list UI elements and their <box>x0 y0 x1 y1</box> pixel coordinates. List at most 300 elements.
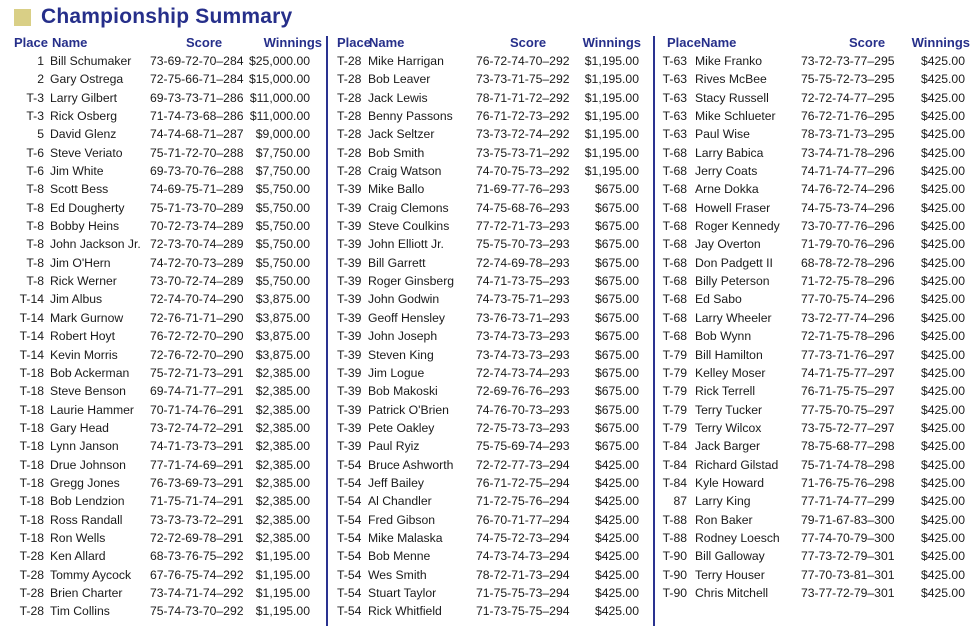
winnings-cell: $1,195.00 <box>584 90 639 105</box>
place-cell: T-88 <box>662 512 687 527</box>
winnings-cell: $425.00 <box>920 237 965 252</box>
score-cell: 69-73-73-71–286 <box>150 90 244 105</box>
score-cell: 73-74-73-73–293 <box>476 329 570 344</box>
winnings-cell: $675.00 <box>594 347 639 362</box>
score-cell: 68-73-76-75–292 <box>150 549 244 564</box>
winnings-cell: $425.00 <box>920 127 965 142</box>
place-cell: T-39 <box>337 219 362 234</box>
table-row <box>331 199 647 217</box>
score-cell: 73-76-73-71–293 <box>476 310 570 325</box>
player-name: John Godwin <box>368 292 440 307</box>
winnings-cell: $425.00 <box>920 182 965 197</box>
title-marker-icon <box>14 9 31 26</box>
table-row <box>10 89 322 107</box>
table-row <box>659 309 973 327</box>
place-cell: T-90 <box>662 567 687 582</box>
table-row <box>659 382 973 400</box>
place-cell: T-8 <box>26 255 44 270</box>
table-row <box>331 52 647 70</box>
player-name: Mike Schlueter <box>695 109 776 124</box>
place-cell: T-54 <box>337 494 362 509</box>
score-cell: 73-72-74-72–291 <box>150 420 244 435</box>
table-row <box>659 199 973 217</box>
winnings-cell: $675.00 <box>594 402 639 417</box>
place-cell: T-18 <box>19 402 44 417</box>
winnings-cell: $425.00 <box>594 585 639 600</box>
score-cell: 77-75-70-75–297 <box>801 402 895 417</box>
table-row <box>659 89 973 107</box>
table-row <box>10 492 322 510</box>
winnings-cell: $1,195.00 <box>584 127 639 142</box>
score-cell: 74-71-73-75–293 <box>476 274 570 289</box>
winnings-cell: $425.00 <box>594 512 639 527</box>
score-cell: 74-71-74-77–296 <box>801 164 895 179</box>
place-cell: T-79 <box>662 402 687 417</box>
table-row <box>659 217 973 235</box>
score-cell: 78-71-71-72–292 <box>476 90 570 105</box>
player-name: Bob Wynn <box>695 329 752 344</box>
player-name: Mark Gurnow <box>50 310 124 325</box>
winnings-cell: $675.00 <box>594 384 639 399</box>
score-cell: 71-74-73-68–286 <box>150 109 244 124</box>
player-name: Gary Ostrega <box>50 72 124 87</box>
table-row <box>331 180 647 198</box>
winnings-cell: $425.00 <box>594 567 639 582</box>
player-name: Kelley Moser <box>695 365 766 380</box>
player-name: Larry Gilbert <box>50 90 118 105</box>
winnings-cell: $425.00 <box>920 164 965 179</box>
player-name: Mike Malaska <box>368 530 443 545</box>
winnings-cell: $1,195.00 <box>255 549 310 564</box>
player-name: Ross Randall <box>50 512 123 527</box>
table-row <box>331 162 647 180</box>
table-row <box>331 309 647 327</box>
place-cell: T-14 <box>19 310 44 325</box>
table-row <box>10 107 322 125</box>
place-cell: 2 <box>37 72 44 87</box>
score-cell: 73-75-72-77–297 <box>801 420 895 435</box>
table-row <box>659 474 973 492</box>
player-name: David Glenz <box>50 127 117 142</box>
winnings-cell: $675.00 <box>594 237 639 252</box>
score-cell: 73-74-71-74–292 <box>150 585 244 600</box>
place-cell: T-63 <box>662 72 687 87</box>
player-name: Jack Seltzer <box>368 127 435 142</box>
score-cell: 73-72-73-77–295 <box>801 54 895 68</box>
table-row <box>331 474 647 492</box>
place-cell: T-63 <box>662 127 687 142</box>
header-place: Place <box>14 35 48 50</box>
score-cell: 76-72-71-76–295 <box>801 109 895 124</box>
place-cell: T-28 <box>337 109 362 124</box>
score-cell: 74-73-75-71–293 <box>476 292 570 307</box>
player-name: Bob Lendzion <box>50 494 125 509</box>
winnings-cell: $425.00 <box>594 475 639 490</box>
header-name: Name <box>701 35 737 50</box>
winnings-cell: $675.00 <box>594 182 639 197</box>
place-cell: T-8 <box>26 219 44 234</box>
player-name: Roger Ginsberg <box>368 274 455 289</box>
player-name: Bobby Heins <box>50 219 120 234</box>
column-divider-2 <box>653 36 655 626</box>
header-place: Place <box>667 35 701 50</box>
player-name: Terry Tucker <box>695 402 763 417</box>
table-row <box>331 254 647 272</box>
player-name: John Elliott Jr. <box>368 237 444 252</box>
place-cell: T-39 <box>337 439 362 454</box>
table-row <box>10 290 322 308</box>
place-cell: T-18 <box>19 365 44 380</box>
place-cell: T-54 <box>337 585 362 600</box>
place-cell: T-68 <box>662 310 687 325</box>
place-cell: T-28 <box>337 54 362 68</box>
player-name: Ed Dougherty <box>50 200 125 215</box>
place-cell: T-39 <box>337 420 362 435</box>
place-cell: T-79 <box>662 384 687 399</box>
place-cell: T-6 <box>26 145 44 160</box>
winnings-cell: $1,195.00 <box>584 145 639 160</box>
table-row <box>331 437 647 455</box>
score-cell: 74-76-72-74–296 <box>801 182 895 197</box>
winnings-cell: $425.00 <box>594 457 639 472</box>
player-name: Ron Wells <box>50 530 106 545</box>
place-cell: T-68 <box>662 182 687 197</box>
player-name: Mike Franko <box>695 54 763 68</box>
place-cell: T-39 <box>337 402 362 417</box>
table-row <box>10 199 322 217</box>
score-cell: 72-75-66-71–284 <box>150 72 244 87</box>
winnings-cell: $5,750.00 <box>255 274 310 289</box>
table-row <box>331 144 647 162</box>
place-cell: 87 <box>673 494 687 509</box>
score-cell: 76-72-74-70–292 <box>476 54 570 68</box>
place-cell: T-39 <box>337 200 362 215</box>
player-name: Bill Hamilton <box>695 347 763 362</box>
winnings-cell: $2,385.00 <box>255 494 310 509</box>
table-row <box>659 272 973 290</box>
score-cell: 72-72-69-78–291 <box>150 530 244 545</box>
table-row <box>659 254 973 272</box>
header-name: Name <box>52 35 88 50</box>
score-cell: 69-73-70-76–288 <box>150 164 244 179</box>
player-name: Rodney Loesch <box>695 530 780 545</box>
place-cell: T-39 <box>337 365 362 380</box>
player-name: Bob Makoski <box>368 384 438 399</box>
score-cell: 73-73-73-72–291 <box>150 512 244 527</box>
winnings-cell: $2,385.00 <box>255 420 310 435</box>
place-cell: T-63 <box>662 109 687 124</box>
score-cell: 75-74-73-70–292 <box>150 604 244 619</box>
place-cell: T-14 <box>19 329 44 344</box>
place-cell: T-88 <box>662 530 687 545</box>
score-cell: 67-76-75-74–292 <box>150 567 244 582</box>
table-row <box>331 602 647 620</box>
table-row <box>659 290 973 308</box>
table-row <box>659 419 973 437</box>
winnings-cell: $5,750.00 <box>255 237 310 252</box>
place-cell: T-28 <box>337 90 362 105</box>
score-cell: 68-78-72-78–296 <box>801 255 895 270</box>
place-cell: T-79 <box>662 347 687 362</box>
table-row <box>331 456 647 474</box>
player-name: Terry Wilcox <box>695 420 762 435</box>
score-cell: 72-74-70-74–290 <box>150 292 244 307</box>
header-winnings: Winnings <box>911 35 970 50</box>
table-row <box>331 529 647 547</box>
player-name: Rives McBee <box>695 72 767 87</box>
player-name: Geoff Hensley <box>368 310 446 325</box>
score-cell: 78-72-71-73–294 <box>476 567 570 582</box>
place-cell: T-39 <box>337 255 362 270</box>
score-cell: 73-73-71-75–292 <box>476 72 570 87</box>
winnings-cell: $2,385.00 <box>255 512 310 527</box>
table-row <box>331 346 647 364</box>
winnings-cell: $425.00 <box>920 90 965 105</box>
column-header <box>331 33 647 52</box>
table-row <box>10 52 322 70</box>
score-cell: 73-74-73-73–293 <box>476 347 570 362</box>
player-name: Billy Peterson <box>695 274 770 289</box>
score-cell: 74-71-75-77–297 <box>801 365 895 380</box>
player-name: Rick Werner <box>50 274 117 289</box>
player-name: Kyle Howard <box>695 475 765 490</box>
score-cell: 72-76-71-71–290 <box>150 310 244 325</box>
place-cell: T-6 <box>26 164 44 179</box>
place-cell: T-54 <box>337 567 362 582</box>
player-name: Jack Barger <box>695 439 761 454</box>
table-row <box>331 492 647 510</box>
header-score: Score <box>510 35 547 50</box>
player-name: Ron Baker <box>695 512 753 527</box>
player-name: Lynn Janson <box>50 439 119 454</box>
winnings-cell: $5,750.00 <box>255 219 310 234</box>
place-cell: T-8 <box>26 237 44 252</box>
winnings-cell: $425.00 <box>920 420 965 435</box>
winnings-cell: $25,000.00 <box>249 54 310 68</box>
place-cell: T-18 <box>19 530 44 545</box>
score-cell: 71-72-75-78–296 <box>801 274 895 289</box>
score-cell: 70-71-74-76–291 <box>150 402 244 417</box>
table-row <box>10 529 322 547</box>
score-cell: 77-71-74-69–291 <box>150 457 244 472</box>
place-cell: T-14 <box>19 292 44 307</box>
player-name: Bill Galloway <box>695 549 765 564</box>
winnings-cell: $1,195.00 <box>255 604 310 619</box>
player-name: Stuart Taylor <box>368 585 437 600</box>
table-row <box>659 52 973 70</box>
header-score: Score <box>849 35 886 50</box>
winnings-cell: $5,750.00 <box>255 182 310 197</box>
place-cell: T-39 <box>337 384 362 399</box>
score-cell: 71-72-75-76–294 <box>476 494 570 509</box>
player-name: Jerry Coats <box>695 164 758 179</box>
table-row <box>10 327 322 345</box>
player-name: Craig Watson <box>368 164 442 179</box>
header-score: Score <box>186 35 223 50</box>
winnings-cell: $425.00 <box>920 512 965 527</box>
table-row <box>10 401 322 419</box>
place-cell: T-84 <box>662 457 687 472</box>
score-cell: 74-69-75-71–289 <box>150 182 244 197</box>
place-cell: T-3 <box>26 90 44 105</box>
place-cell: T-39 <box>337 347 362 362</box>
score-cell: 77-71-74-77–299 <box>801 494 895 509</box>
player-name: Fred Gibson <box>368 512 436 527</box>
score-cell: 76-73-69-73–291 <box>150 475 244 490</box>
score-cell: 73-69-72-70–284 <box>150 54 244 68</box>
results-column-1 <box>10 33 322 621</box>
place-cell: T-18 <box>19 439 44 454</box>
winnings-cell: $675.00 <box>594 439 639 454</box>
place-cell: 1 <box>37 54 44 68</box>
winnings-cell: $11,000.00 <box>249 109 310 124</box>
score-cell: 74-75-72-73–294 <box>476 530 570 545</box>
score-cell: 71-79-70-76–296 <box>801 237 895 252</box>
table-row <box>659 327 973 345</box>
player-name: Pete Oakley <box>368 420 435 435</box>
winnings-cell: $2,385.00 <box>255 365 310 380</box>
table-row <box>10 217 322 235</box>
table-row <box>10 162 322 180</box>
player-name: Jim White <box>50 164 104 179</box>
player-name: Steve Coulkins <box>368 219 450 234</box>
score-cell: 73-74-71-78–296 <box>801 145 895 160</box>
score-cell: 70-72-73-74–289 <box>150 219 244 234</box>
winnings-cell: $425.00 <box>920 585 965 600</box>
table-row <box>331 419 647 437</box>
winnings-cell: $675.00 <box>594 200 639 215</box>
winnings-cell: $15,000.00 <box>249 72 310 87</box>
title-bar <box>14 4 292 30</box>
player-name: Jeff Bailey <box>368 475 425 490</box>
score-cell: 77-73-71-76–297 <box>801 347 895 362</box>
score-cell: 78-73-71-73–295 <box>801 127 895 142</box>
place-cell: T-79 <box>662 420 687 435</box>
table-row <box>659 125 973 143</box>
player-name: John Jackson Jr. <box>50 237 141 252</box>
score-cell: 72-76-72-70–290 <box>150 347 244 362</box>
winnings-cell: $3,875.00 <box>255 292 310 307</box>
winnings-cell: $2,385.00 <box>255 439 310 454</box>
table-row <box>659 511 973 529</box>
place-cell: T-28 <box>337 72 362 87</box>
score-cell: 71-73-75-75–294 <box>476 604 570 619</box>
winnings-cell: $425.00 <box>920 567 965 582</box>
place-cell: T-68 <box>662 164 687 179</box>
table-row <box>659 492 973 510</box>
table-row <box>659 235 973 253</box>
table-row <box>10 70 322 88</box>
table-row <box>659 547 973 565</box>
table-row <box>331 290 647 308</box>
score-cell: 74-75-73-74–296 <box>801 200 895 215</box>
winnings-cell: $675.00 <box>594 274 639 289</box>
winnings-cell: $675.00 <box>594 420 639 435</box>
player-name: Rick Osberg <box>50 109 118 124</box>
winnings-cell: $7,750.00 <box>255 145 310 160</box>
winnings-cell: $2,385.00 <box>255 384 310 399</box>
place-cell: T-90 <box>662 585 687 600</box>
column-divider-1 <box>326 36 328 626</box>
winnings-cell: $425.00 <box>920 494 965 509</box>
score-cell: 74-71-73-73–291 <box>150 439 244 454</box>
player-name: Brien Charter <box>50 585 123 600</box>
score-cell: 73-70-72-74–289 <box>150 274 244 289</box>
winnings-cell: $1,195.00 <box>584 164 639 179</box>
score-cell: 71-76-75-76–298 <box>801 475 895 490</box>
place-cell: T-39 <box>337 237 362 252</box>
table-row <box>331 327 647 345</box>
results-rows <box>331 52 647 621</box>
table-row <box>331 401 647 419</box>
table-row <box>10 511 322 529</box>
place-cell: T-18 <box>19 494 44 509</box>
score-cell: 71-69-77-76–293 <box>476 182 570 197</box>
table-row <box>659 584 973 602</box>
player-name: Roger Kennedy <box>695 219 780 234</box>
player-name: Wes Smith <box>368 567 427 582</box>
score-cell: 72-73-70-74–289 <box>150 237 244 252</box>
table-row <box>331 217 647 235</box>
winnings-cell: $5,750.00 <box>255 200 310 215</box>
score-cell: 75-71-73-70–289 <box>150 200 244 215</box>
player-name: Bob Menne <box>368 549 431 564</box>
winnings-cell: $1,195.00 <box>584 109 639 124</box>
place-cell: T-68 <box>662 237 687 252</box>
player-name: Larry Babica <box>695 145 764 160</box>
player-name: Tommy Aycock <box>50 567 132 582</box>
score-cell: 73-72-77-74–296 <box>801 310 895 325</box>
place-cell: T-18 <box>19 475 44 490</box>
table-row <box>10 566 322 584</box>
score-cell: 77-70-73-81–301 <box>801 567 895 582</box>
place-cell: T-18 <box>19 457 44 472</box>
player-name: Laurie Hammer <box>50 402 134 417</box>
winnings-cell: $2,385.00 <box>255 402 310 417</box>
table-row <box>659 364 973 382</box>
table-row <box>331 584 647 602</box>
winnings-cell: $11,000.00 <box>249 90 310 105</box>
results-rows <box>10 52 322 621</box>
place-cell: T-39 <box>337 182 362 197</box>
score-cell: 76-71-72-75–294 <box>476 475 570 490</box>
score-cell: 75-71-74-78–298 <box>801 457 895 472</box>
table-row <box>10 456 322 474</box>
score-cell: 74-70-75-73–292 <box>476 164 570 179</box>
player-name: Paul Wise <box>695 127 750 142</box>
page-title: Championship Summary <box>41 5 293 28</box>
winnings-cell: $425.00 <box>920 200 965 215</box>
winnings-cell: $425.00 <box>920 255 965 270</box>
winnings-cell: $425.00 <box>594 549 639 564</box>
winnings-cell: $425.00 <box>920 549 965 564</box>
score-cell: 79-71-67-83–300 <box>801 512 895 527</box>
winnings-cell: $675.00 <box>594 329 639 344</box>
table-row <box>331 235 647 253</box>
player-name: Don Padgett II <box>695 255 773 270</box>
winnings-cell: $425.00 <box>920 310 965 325</box>
winnings-cell: $425.00 <box>920 384 965 399</box>
score-cell: 75-72-71-73–291 <box>150 365 244 380</box>
player-name: Kevin Morris <box>50 347 118 362</box>
column-header <box>10 33 322 52</box>
place-cell: T-63 <box>662 90 687 105</box>
table-row <box>331 382 647 400</box>
place-cell: T-68 <box>662 329 687 344</box>
table-row <box>659 70 973 88</box>
winnings-cell: $3,875.00 <box>255 310 310 325</box>
winnings-cell: $425.00 <box>920 72 965 87</box>
